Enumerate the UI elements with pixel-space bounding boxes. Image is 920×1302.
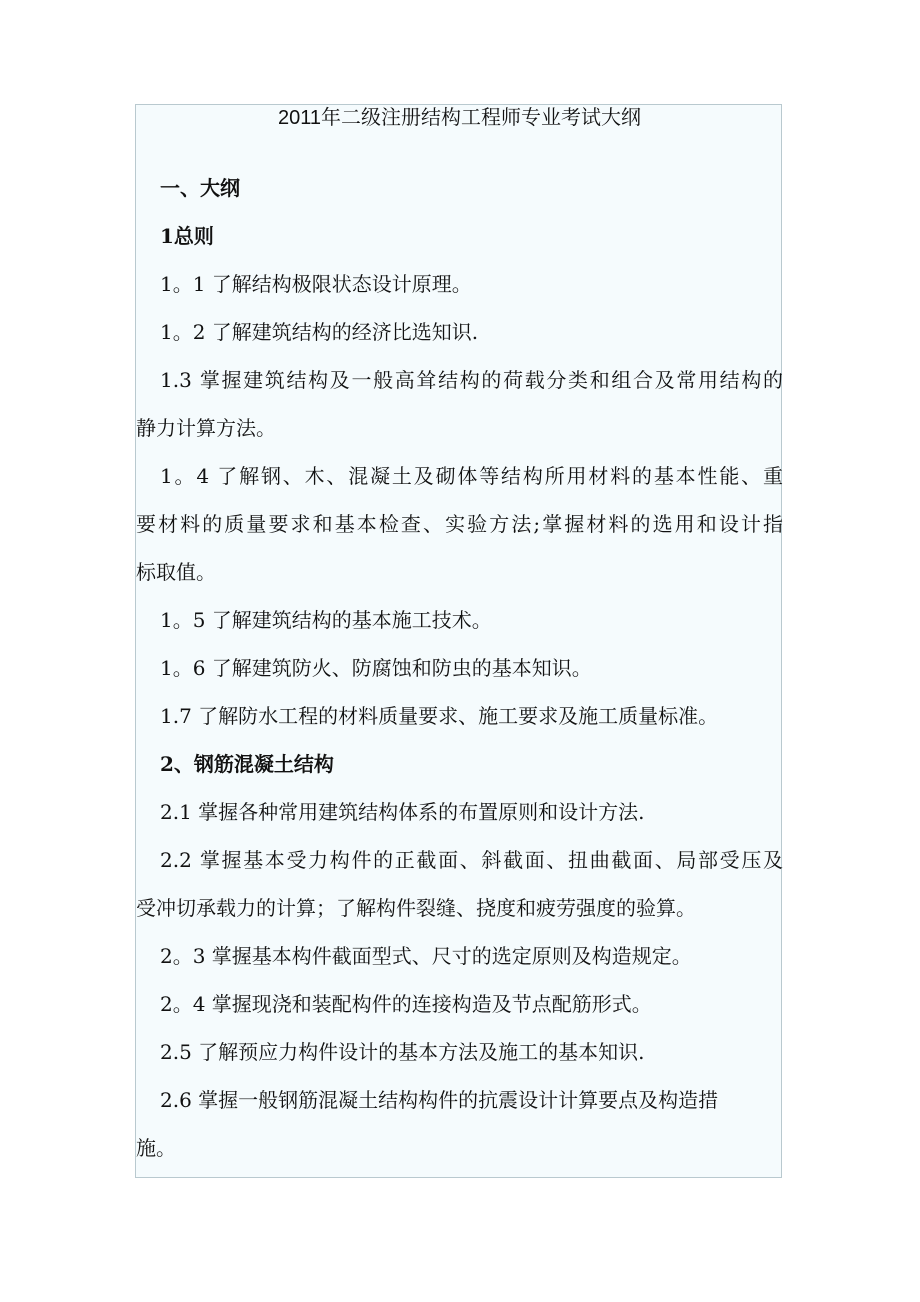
- paragraph-line: 2。3 掌握基本构件截面型式、尺寸的选定原则及构造规定。: [160, 944, 692, 968]
- paragraph-line: 受冲切承载力的计算；了解构件裂缝、挠度和疲劳强度的验算。: [136, 896, 696, 920]
- paragraph-line: 1。5 了解建筑结构的基本施工技术。: [160, 608, 492, 632]
- paragraph-line: 2.2 掌握基本受力构件的正截面、斜截面、扭曲截面、局部受压及: [160, 848, 783, 872]
- document-title: 2011年二级注册结构工程师专业考试大纲: [277, 107, 641, 129]
- paragraph-line: 要材料的质量要求和基本检查、实验方法;掌握材料的选用和设计指: [136, 512, 783, 536]
- paragraph-line: 标取值。: [136, 560, 216, 584]
- subsection-heading: 2、钢筋混凝土结构: [160, 752, 334, 776]
- paragraph-line: 1。6 了解建筑防火、防腐蚀和防虫的基本知识。: [160, 656, 592, 680]
- paragraph-line: 1.3 掌握建筑结构及一般高耸结构的荷载分类和组合及常用结构的: [160, 368, 783, 392]
- paragraph-line: 施。: [136, 1136, 176, 1160]
- subsection-heading: 1总则: [160, 224, 214, 248]
- paragraph-line: 2.6 掌握一般钢筋混凝土结构构件的抗震设计计算要点及构造措: [160, 1088, 719, 1112]
- paragraph-line: 1.7 了解防水工程的材料质量要求、施工要求及施工质量标准。: [160, 704, 719, 728]
- paragraph-line: 静力计算方法。: [136, 416, 276, 440]
- paragraph-line: 2.5 了解预应力构件设计的基本方法及施工的基本知识.: [160, 1040, 645, 1064]
- section-heading: 一、大纲: [160, 176, 240, 200]
- content-box: [135, 104, 782, 1178]
- paragraph-line: 1。4 了解钢、木、混凝土及砌体等结构所用材料的基本性能、重: [160, 464, 783, 488]
- paragraph-line: 2。4 掌握现浇和装配构件的连接构造及节点配筋形式。: [160, 992, 652, 1016]
- paragraph-line: 2.1 掌握各种常用建筑结构体系的布置原则和设计方法.: [160, 800, 645, 824]
- paragraph-line: 1。2 了解建筑结构的经济比选知识.: [160, 320, 479, 344]
- paragraph-line: 1。1 了解结构极限状态设计原理。: [160, 272, 472, 296]
